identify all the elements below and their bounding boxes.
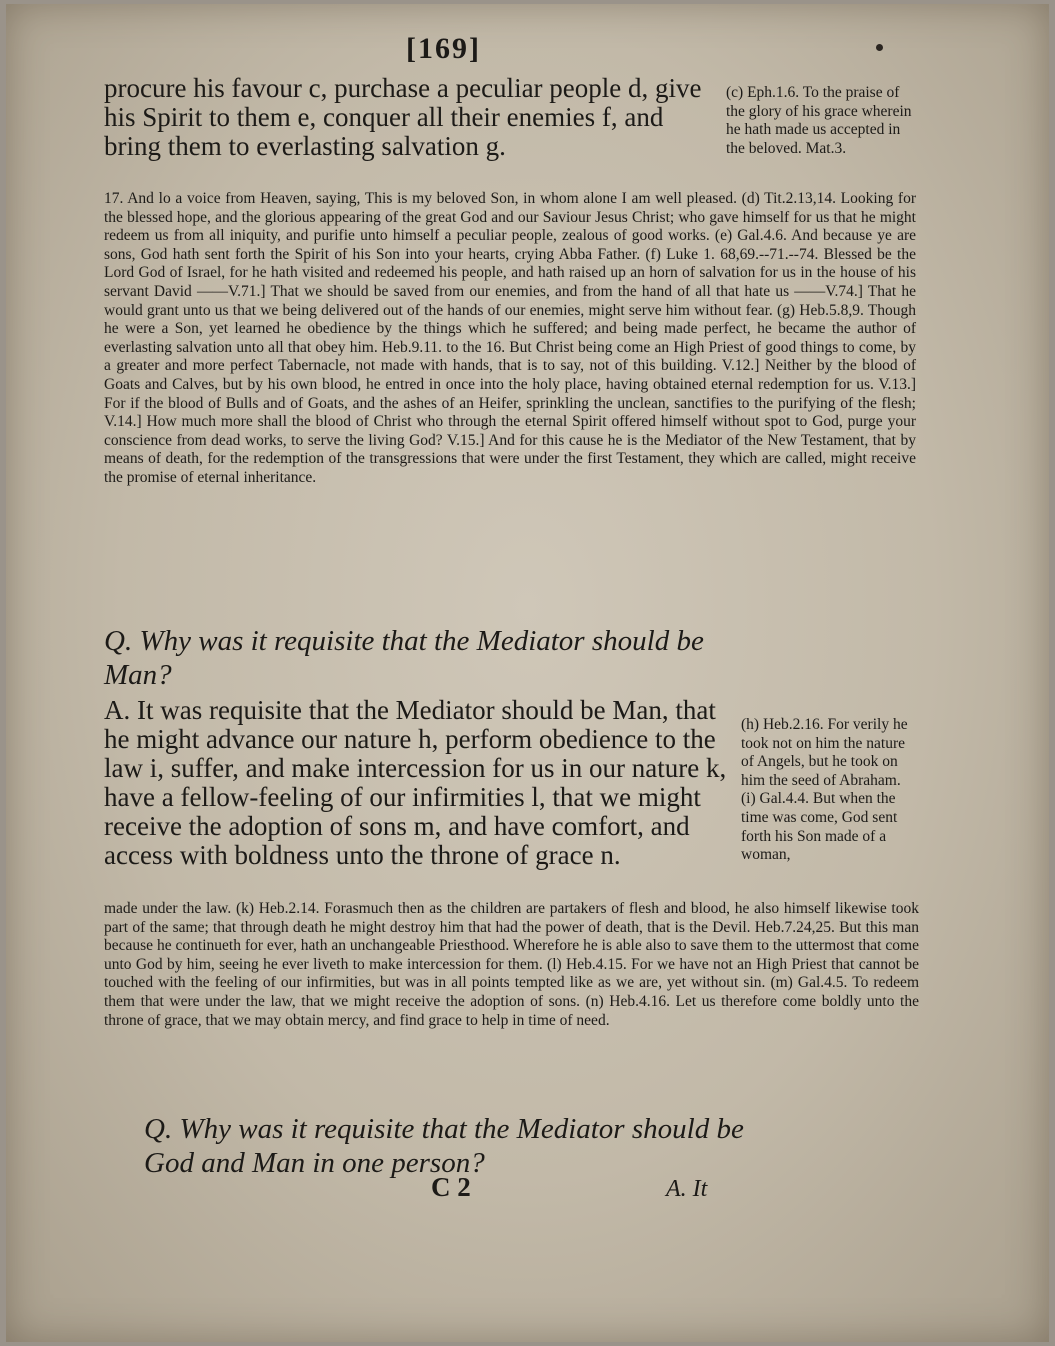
intro-text: procure his favour c, purchase a peculiar people d, give his Spirit to them e, conquer all their enemies f, and bring them to everlasting salvation g.: [104, 73, 702, 161]
margin-note-c-text: (c) Eph.1.6. To the praise of the glory of his grace wherein he hath made us accepted in the beloved. Mat.3.: [726, 84, 912, 157]
footnotes-1-text: 17. And lo a voice from Heaven, saying, This is my beloved Son, in whom alone I am well pleased. (d) Tit.2.13,14. Looking for the blessed hope, and the glorious appearing of the great God and our Saviour Jesus Christ; who gave himself for us that he might redeem us from all iniquity, and purifie unto himself a peculiar people, zealous of good works. (e) Gal.4.6. And because ye are sons, God hath sent forth the Spirit of his Son into your hearts, crying Abba Father. (f) Luke 1. 68,69.--71.--74. Blessed be the Lord God of Israel, for he hath visited and redeemed his people, and hath raised up an horn of salvation for us in the house of his servant David ——V.71.] That we should be saved from our enemies, and from the hand of all that hate us ——V.74.] That he would grant unto us that we being delivered out of the hands of our enemies, might serve him without fear. (g) Heb.5.8,9. Though he were a Son, yet learned he obedience by the things which he suffered; and being made perfect, he became the author of everlasting salvation unto all that obey him. Heb.9.11. to the 16. But Christ being come an High Priest of good things to come, by a greater and more perfect Tabernacle, not made with hands, that is to say, not of this building. V.12.] Neither by the blood of Goats and Calves, but by his own blood, he entred in once into the holy place, having obtained eternal redemption for us. V.13.] For if the blood of Bulls and of Goats, and the ashes of an Heifer, sprinkling the unclean, sanctifies to the purifying of the flesh; V.14.] How much more shall the blood of Christ who through the eternal Spirit offered himself without spot to God, purge your conscience from dead works, to serve the living God? V.15.] And for this cause he is the Mediator of the New Testament, that by means of death, for the redemption of the transgressions that were under the first Testament, they which are called, might receive the promise of eternal inheritance.: [104, 190, 916, 486]
book-page: [6, 4, 1049, 1342]
margin-note-h: [741, 716, 919, 865]
page-number: [169]: [406, 32, 481, 65]
signature-mark: C 2: [431, 1172, 471, 1202]
ink-spot: [876, 44, 883, 51]
margin-note-h-text: (h) Heb.2.16. For verily he took not on him the nature of Angels, but he took on him the seed of Abraham. (i) Gal.4.4. But when the time was come, God sent forth his Son made of a woman,: [741, 716, 908, 864]
intro-paragraph: [104, 74, 716, 161]
question-2-text: Q. Why was it requisite that the Mediator should be God and Man in one person?: [144, 1113, 744, 1179]
catchword: A. It: [666, 1176, 708, 1202]
answer-1: [104, 696, 732, 870]
answer-1-text: A. It was requisite that the Mediator should be Man, that he might advance our nature h, perform obedience to the law i, suffer, and make intercession for us in our nature k, have a fellow-feeling of our infirmities l, that we might receive the adoption of sons m, and have comfort, and access with boldness unto the throne of grace n.: [104, 695, 727, 870]
question-2: [144, 1112, 784, 1180]
question-1-text: Q. Why was it requisite that the Mediator should be Man?: [104, 625, 704, 691]
footnotes-block-2: [104, 900, 919, 1030]
margin-note-c: [726, 84, 916, 158]
footnotes-2-text: made under the law. (k) Heb.2.14. Forasmuch then as the children are partakers of flesh and blood, he also himself likewise took part of the same; that through death he might destroy him that had the power of death, that is the Devil. Heb.7.24,25. But this man because he continueth for ever, hath an unchangeable Priesthood. Wherefore he is able also to save them to the uttermost that come unto God by him, seeing he ever liveth to make intercession for them. (l) Heb.4.15. For we have not an High Priest that cannot be touched with the feeling of our infirmities, but was in all points tempted like as we are, yet without sin. (m) Gal.4.5. To redeem them that were under the law, that we might receive the adoption of sons. (n) Heb.4.16. Let us therefore come boldly unto the throne of grace, that we may obtain mercy, and find grace to help in time of need.: [104, 900, 919, 1029]
question-1: [104, 624, 744, 692]
footnotes-block-1: [104, 190, 916, 488]
